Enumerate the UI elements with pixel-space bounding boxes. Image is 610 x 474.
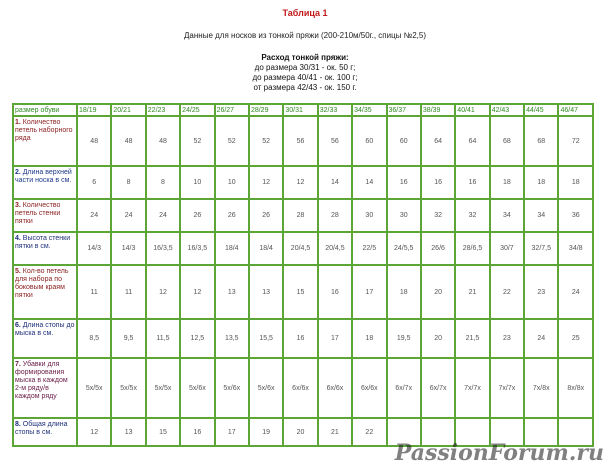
row-label bbox=[14, 359, 76, 417]
table-cell: 15 bbox=[284, 266, 316, 318]
table-cell: 16 bbox=[181, 419, 213, 445]
table-cell: 30 bbox=[388, 200, 420, 231]
table-cell: 12 bbox=[181, 266, 213, 318]
table-cell: 13,5 bbox=[216, 320, 248, 357]
row-number: 5. bbox=[15, 268, 23, 275]
size-header-cell: 22/23 bbox=[147, 105, 179, 115]
table-cell: 8,5 bbox=[78, 320, 110, 357]
table-cell: 11 bbox=[78, 266, 110, 318]
row-label bbox=[14, 233, 76, 264]
table-cell: 18 bbox=[353, 320, 385, 357]
table-cell: 56 bbox=[284, 117, 316, 165]
table-cell: 8x/8x bbox=[559, 359, 592, 417]
table-cell: 7x/7x bbox=[491, 359, 523, 417]
table-cell: 19,5 bbox=[388, 320, 420, 357]
table-cell: 12 bbox=[147, 266, 179, 318]
table-cell: 10 bbox=[216, 167, 248, 198]
table-cell: 6x/6x bbox=[353, 359, 385, 417]
table-cell: 16 bbox=[319, 266, 351, 318]
table-cell: 9,5 bbox=[112, 320, 144, 357]
table-cell: 12,5 bbox=[181, 320, 213, 357]
row-label bbox=[14, 200, 76, 231]
table-cell: 30/7 bbox=[491, 233, 523, 264]
table-cell: 23 bbox=[525, 266, 557, 318]
table-cell: 12 bbox=[250, 167, 282, 198]
table-cell: 16 bbox=[388, 167, 420, 198]
watermark-logo: PassionForum.ru bbox=[394, 440, 604, 466]
table-cell: 18 bbox=[525, 167, 557, 198]
row-label bbox=[14, 320, 76, 357]
size-header-cell: 20/21 bbox=[112, 105, 144, 115]
table-cell: 16/3,5 bbox=[147, 233, 179, 264]
table-cell: 52 bbox=[181, 117, 213, 165]
yarn-consumption-heading: Расход тонкой пряжи: bbox=[261, 53, 349, 62]
table-cell: 6x/7x bbox=[388, 359, 420, 417]
table-cell: 24 bbox=[112, 200, 144, 231]
table-cell: 26 bbox=[181, 200, 213, 231]
table-cell: 16/3,5 bbox=[181, 233, 213, 264]
table-cell: 21 bbox=[319, 419, 351, 445]
row-label-text: Кол-во петель для набора по боковым краям пятки bbox=[15, 268, 69, 299]
row-number: 6. bbox=[15, 322, 23, 329]
table-cell: 72 bbox=[559, 117, 592, 165]
size-header-cell: 38/39 bbox=[422, 105, 454, 115]
table-cell: 7x/7x bbox=[456, 359, 488, 417]
table-cell: 17 bbox=[319, 320, 351, 357]
table-cell: 13 bbox=[112, 419, 144, 445]
row-label-text: Высота стенки пятки в см. bbox=[15, 235, 71, 250]
size-header-cell: 18/19 bbox=[78, 105, 110, 115]
table-cell: 24 bbox=[147, 200, 179, 231]
table-cell: 68 bbox=[525, 117, 557, 165]
table-cell: 20 bbox=[284, 419, 316, 445]
yarn-line: до размера 30/31 - ок. 50 г; bbox=[254, 63, 356, 72]
table-cell: 11,5 bbox=[147, 320, 179, 357]
table-row bbox=[14, 359, 592, 417]
table-cell: 28 bbox=[284, 200, 316, 231]
table-cell: 12 bbox=[78, 419, 110, 445]
row-number: 2. bbox=[15, 169, 23, 176]
header-label: размер обуви bbox=[14, 105, 76, 115]
table-cell: 10 bbox=[181, 167, 213, 198]
table-cell: 6x/6x bbox=[284, 359, 316, 417]
row-number: 8. bbox=[15, 421, 23, 428]
table-cell: 20 bbox=[422, 266, 454, 318]
table-cell: 14/3 bbox=[112, 233, 144, 264]
size-header-cell: 32/33 bbox=[319, 105, 351, 115]
table-cell: 60 bbox=[388, 117, 420, 165]
table-cell: 28 bbox=[319, 200, 351, 231]
table-cell: 13 bbox=[250, 266, 282, 318]
row-label-text: Длина верхней части носка в см. bbox=[15, 169, 72, 184]
row-label-text: Количество петель стенки пятки bbox=[15, 202, 61, 225]
table-cell: 64 bbox=[456, 117, 488, 165]
table-cell: 5x/6x bbox=[250, 359, 282, 417]
table-cell: 5x/5x bbox=[112, 359, 144, 417]
table-cell: 18/4 bbox=[250, 233, 282, 264]
table-cell: 32 bbox=[456, 200, 488, 231]
yarn-line: от размера 42/43 - ок. 150 г. bbox=[253, 83, 357, 92]
table-cell: 21 bbox=[456, 266, 488, 318]
table-row bbox=[14, 167, 592, 198]
row-label-text: Длина стопы до мыска в см. bbox=[15, 322, 75, 337]
table-cell: 36 bbox=[559, 200, 592, 231]
table-cell: 18 bbox=[491, 167, 523, 198]
row-label bbox=[14, 419, 76, 445]
table-cell: 22 bbox=[491, 266, 523, 318]
table-cell: 48 bbox=[112, 117, 144, 165]
size-header-cell: 44/45 bbox=[525, 105, 557, 115]
table-cell: 14/3 bbox=[78, 233, 110, 264]
table-cell: 64 bbox=[422, 117, 454, 165]
row-number: 4. bbox=[15, 235, 23, 242]
table-cell: 23 bbox=[491, 320, 523, 357]
table-cell: 16 bbox=[456, 167, 488, 198]
row-label-text: Общая длина стопы в см. bbox=[15, 421, 68, 436]
table-cell: 6x/7x bbox=[422, 359, 454, 417]
table-cell: 18/4 bbox=[216, 233, 248, 264]
size-header-cell: 42/43 bbox=[491, 105, 523, 115]
table-cell: 28/6,5 bbox=[456, 233, 488, 264]
table-cell: 24 bbox=[559, 266, 592, 318]
table-cell: 24 bbox=[525, 320, 557, 357]
table-cell: 13 bbox=[216, 266, 248, 318]
table-cell: 5x/6x bbox=[216, 359, 248, 417]
table-cell: 30 bbox=[353, 200, 385, 231]
table-cell: 18 bbox=[388, 266, 420, 318]
table-cell: 24/5,5 bbox=[388, 233, 420, 264]
row-label-text: Убавки для формирования мыска в каждом 2-м ряду/в каждом ряду bbox=[15, 361, 68, 400]
table-cell: 32 bbox=[422, 200, 454, 231]
table-cell: 15 bbox=[147, 419, 179, 445]
size-header-cell: 36/37 bbox=[388, 105, 420, 115]
yarn-line: до размера 40/41 - ок. 100 г; bbox=[252, 73, 358, 82]
row-number: 3. bbox=[15, 202, 23, 209]
table-cell: 11 bbox=[112, 266, 144, 318]
size-header-cell: 24/25 bbox=[181, 105, 213, 115]
row-label bbox=[14, 167, 76, 198]
table-cell: 34 bbox=[491, 200, 523, 231]
table-cell: 12 bbox=[284, 167, 316, 198]
table-cell: 34/8 bbox=[559, 233, 592, 264]
table-cell: 22/5 bbox=[353, 233, 385, 264]
table-header-row bbox=[14, 105, 592, 115]
sock-size-table bbox=[12, 103, 594, 447]
table-cell: 7x/8x bbox=[525, 359, 557, 417]
row-number: 7. bbox=[15, 361, 23, 368]
table-cell: 5x/5x bbox=[78, 359, 110, 417]
table-cell: 6 bbox=[78, 167, 110, 198]
table-cell: 68 bbox=[491, 117, 523, 165]
row-label-text: Количество петель наборного ряда bbox=[15, 119, 73, 142]
table-cell: 21,5 bbox=[456, 320, 488, 357]
table-cell: 19 bbox=[250, 419, 282, 445]
table-cell: 20/4,5 bbox=[319, 233, 351, 264]
table-cell: 20 bbox=[422, 320, 454, 357]
row-label bbox=[14, 117, 76, 165]
table-cell: 60 bbox=[353, 117, 385, 165]
table-cell: 52 bbox=[250, 117, 282, 165]
table-cell: 15,5 bbox=[250, 320, 282, 357]
table-cell: 24 bbox=[78, 200, 110, 231]
table-row bbox=[14, 233, 592, 264]
table-cell: 14 bbox=[319, 167, 351, 198]
table-cell: 18 bbox=[559, 167, 592, 198]
size-header-cell: 30/31 bbox=[284, 105, 316, 115]
table-cell: 6x/6x bbox=[319, 359, 351, 417]
size-header-cell: 46/47 bbox=[559, 105, 592, 115]
table-cell: 32/7,5 bbox=[525, 233, 557, 264]
row-number: 1. bbox=[15, 119, 23, 126]
table-cell: 17 bbox=[216, 419, 248, 445]
table-row bbox=[14, 266, 592, 318]
table-cell: 8 bbox=[112, 167, 144, 198]
table-row bbox=[14, 320, 592, 357]
table-cell: 20/4,5 bbox=[284, 233, 316, 264]
table-cell: 16 bbox=[422, 167, 454, 198]
table-row bbox=[14, 117, 592, 165]
size-header-cell: 28/29 bbox=[250, 105, 282, 115]
table-cell: 48 bbox=[78, 117, 110, 165]
table-cell: 56 bbox=[319, 117, 351, 165]
table-cell: 48 bbox=[147, 117, 179, 165]
table-cell: 25 bbox=[559, 320, 592, 357]
table-cell: 17 bbox=[353, 266, 385, 318]
table-row bbox=[14, 200, 592, 231]
yarn-description: Данные для носков из тонкой пряжи (200-210м/50г., спицы №2,5) bbox=[184, 31, 426, 40]
table-cell: 8 bbox=[147, 167, 179, 198]
table-cell: 14 bbox=[353, 167, 385, 198]
table-cell: 26 bbox=[250, 200, 282, 231]
table-cell: 52 bbox=[216, 117, 248, 165]
table-title: Таблица 1 bbox=[282, 8, 328, 18]
table-cell: 26/6 bbox=[422, 233, 454, 264]
table-cell: 5x/6x bbox=[181, 359, 213, 417]
table-cell: 16 bbox=[284, 320, 316, 357]
table-cell: 5x/5x bbox=[147, 359, 179, 417]
size-header-cell: 40/41 bbox=[456, 105, 488, 115]
table-cell: 26 bbox=[216, 200, 248, 231]
size-header-cell: 26/27 bbox=[216, 105, 248, 115]
table-cell: 34 bbox=[525, 200, 557, 231]
row-label bbox=[14, 266, 76, 318]
table-cell: 22 bbox=[353, 419, 385, 445]
yarn-consumption-list bbox=[0, 63, 610, 93]
size-header-cell: 34/35 bbox=[353, 105, 385, 115]
